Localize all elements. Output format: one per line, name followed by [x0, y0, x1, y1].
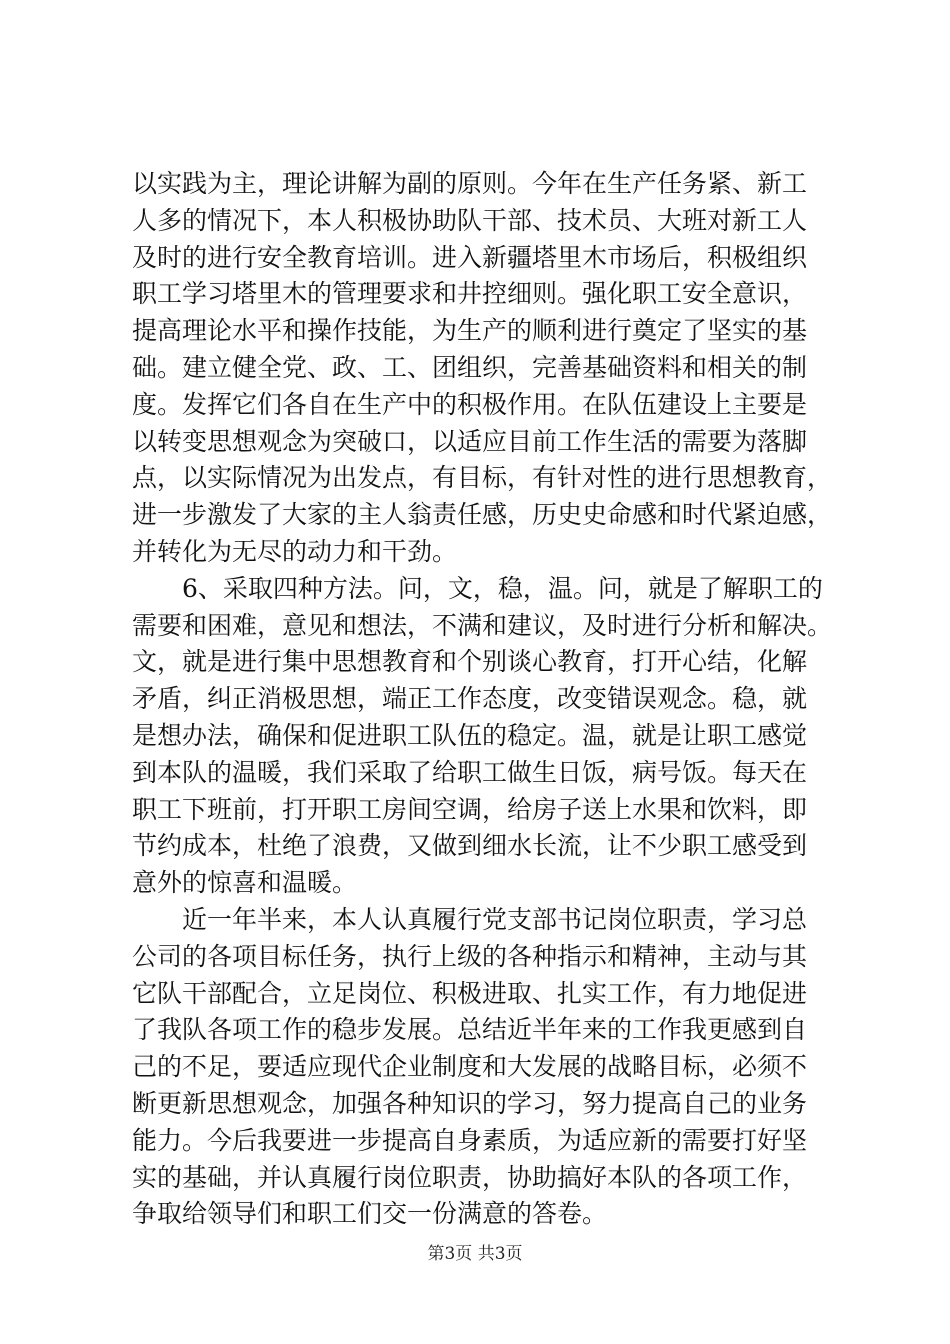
text-line: 矛盾，纠正消极思想，端正工作态度，改变错误观念。稳，就: [132, 684, 808, 714]
text-line: 需要和困难，意见和想法，不满和建议，及时进行分析和解决。: [132, 610, 833, 640]
text-line: 文，就是进行集中思想教育和个别谈心教育，打开心结，化解: [132, 647, 808, 677]
text-line: 6、采取四种方法。问，文，稳，温。问，就是了解职工的: [132, 573, 823, 603]
text-line: 及时的进行安全教育培训。进入新疆塔里木市场后，积极组织: [132, 242, 808, 272]
text-line: 提高理论水平和操作技能，为生产的顺利进行奠定了坚实的基: [132, 316, 808, 346]
text-line: 近一年半来，本人认真履行党支部书记岗位职责，学习总: [132, 904, 808, 934]
text-line: 础。建立健全党、政、工、团组织，完善基础资料和相关的制: [132, 352, 808, 382]
text-line: 意外的惊喜和温暖。: [132, 868, 358, 898]
body-text: [132, 166, 832, 1233]
text-line: 公司的各项目标任务，执行上级的各种指示和精神，主动与其: [132, 941, 808, 971]
text-line: 断更新思想观念，加强各种知识的学习，努力提高自己的业务: [132, 1088, 808, 1118]
text-line: 以实践为主，理论讲解为副的原则。今年在生产任务紧、新工: [132, 169, 808, 198]
text-line: 争取给领导们和职工们交一份满意的答卷。: [132, 1199, 608, 1229]
text-line: 度。发挥它们各自在生产中的积极作用。在队伍建设上主要是: [132, 389, 808, 419]
text-line: 人多的情况下，本人积极协助队干部、技术员、大班对新工人: [132, 205, 808, 235]
text-line: 职工学习塔里木的管理要求和井控细则。强化职工安全意识，: [132, 279, 808, 309]
text-line: 到本队的温暖，我们采取了给职工做生日饭，病号饭。每天在: [132, 757, 808, 787]
text-line: 能力。今后我要进一步提高自身素质，为适应新的需要打好坚: [132, 1125, 808, 1155]
text-line: 己的不足，要适应现代企业制度和大发展的战略目标，必须不: [132, 1052, 808, 1082]
text-line: 并转化为无尽的动力和干劲。: [132, 536, 458, 566]
text-line: 实的基础，并认真履行岗位职责，协助搞好本队的各项工作，: [132, 1162, 808, 1192]
text-line: 是想办法，确保和促进职工队伍的稳定。温，就是让职工感觉: [132, 720, 808, 750]
text-line: 它队干部配合，立足岗位、积极进取、扎实工作，有力地促进: [132, 978, 808, 1008]
text-line: 职工下班前，打开职工房间空调，给房子送上水果和饮料，即: [132, 794, 808, 824]
page-number-footer: 第3页 共3页: [427, 1244, 523, 1264]
text-line: 节约成本，杜绝了浪费，又做到细水长流，让不少职工感受到: [132, 831, 808, 861]
text-line: 了我队各项工作的稳步发展。总结近半年来的工作我更感到自: [132, 1015, 808, 1045]
text-line: 点，以实际情况为出发点，有目标，有针对性的进行思想教育，: [132, 463, 833, 493]
text-line: 以转变思想观念为突破口，以适应目前工作生活的需要为落脚: [132, 426, 808, 456]
text-line: 进一步激发了大家的主人翁责任感，历史史命感和时代紧迫感，: [132, 500, 833, 530]
